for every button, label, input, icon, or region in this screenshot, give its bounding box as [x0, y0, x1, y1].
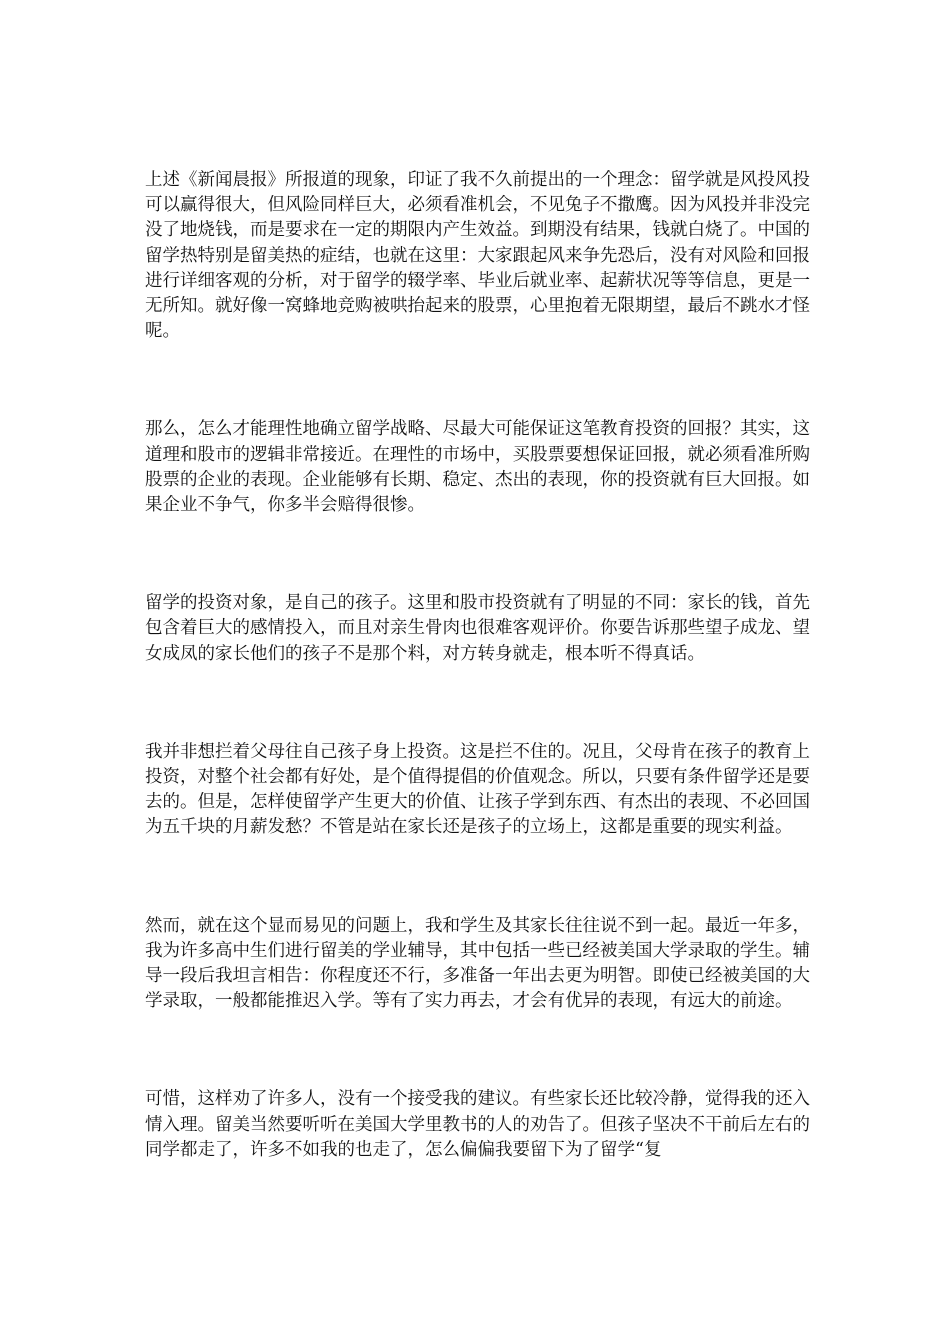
- paragraph-2: 那么，怎么才能理性地确立留学战略、尽最大可能保证这笔教育投资的回报？其实，这道理和股市的逻辑非常接近。在理性的市场中，买股票要想保证回报，就必须看准所购股票的企业的表现。企业能够有长期、稳定、杰出的表现，你的投资就有巨大回报。如果企业不争气，你多半会赔得很惨。: [145, 419, 810, 516]
- document-body: [145, 168, 810, 1163]
- paragraph-4: 我并非想拦着父母往自己孩子身上投资。这是拦不住的。况且，父母肯在孩子的教育上投资，对整个社会都有好处，是个值得提倡的价值观念。所以，只要有条件留学还是要去的。但是，怎样使留学产生更大的价值、让孩子学到东西、有杰出的表现、不必回国为五千块的月薪发愁？不管是站在家长还是孩子的立场上，这都是重要的现实利益。: [145, 741, 810, 838]
- paragraph-1: 上述《新闻晨报》所报道的现象，印证了我不久前提出的一个理念：留学就是风投风投可以赢得很大，但风险同样巨大，必须看准机会，不见兔子不撒鹰。因为风投并非没完没了地烧钱，而是要求在一定的期限内产生效益。到期没有结果，钱就白烧了。中国的留学热特别是留美热的症结，也就在这里：大家跟起风来争先恐后，没有对风险和回报进行详细客观的分析，对于留学的辍学率、毕业后就业率、起薪状况等等信息，更是一无所知。就好像一窝蜂地竞购被哄抬起来的股票，心里抱着无限期望，最后不跳水才怪呢。: [145, 170, 810, 342]
- paragraph-5: 然而，就在这个显而易见的问题上，我和学生及其家长往往说不到一起。最近一年多，我为许多高中生们进行留美的学业辅导，其中包括一些已经被美国大学录取的学生。辅导一段后我坦言相告：你程度还不行，多准备一年出去更为明智。即使已经被美国的大学录取，一般都能推迟入学。等有了实力再去，才会有优异的表现，有远大的前途。: [145, 915, 810, 1012]
- paragraph-6: 可惜，这样劝了许多人，没有一个接受我的建议。有些家长还比较冷静，觉得我的还入情入理。留美当然要听听在美国大学里教书的人的劝告了。但孩子坚决不干前后左右的同学都走了，许多不如我的也走了，怎么偏偏我要留下为了留学“复: [145, 1089, 810, 1160]
- paragraph-3: 留学的投资对象，是自己的孩子。这里和股市投资就有了明显的不同：家长的钱，首先包含着巨大的感情投入，而且对亲生骨肉也很难客观评价。你要告诉那些望子成龙、望女成凤的家长他们的孩子不是那个料，对方转身就走，根本听不得真话。: [145, 593, 810, 664]
